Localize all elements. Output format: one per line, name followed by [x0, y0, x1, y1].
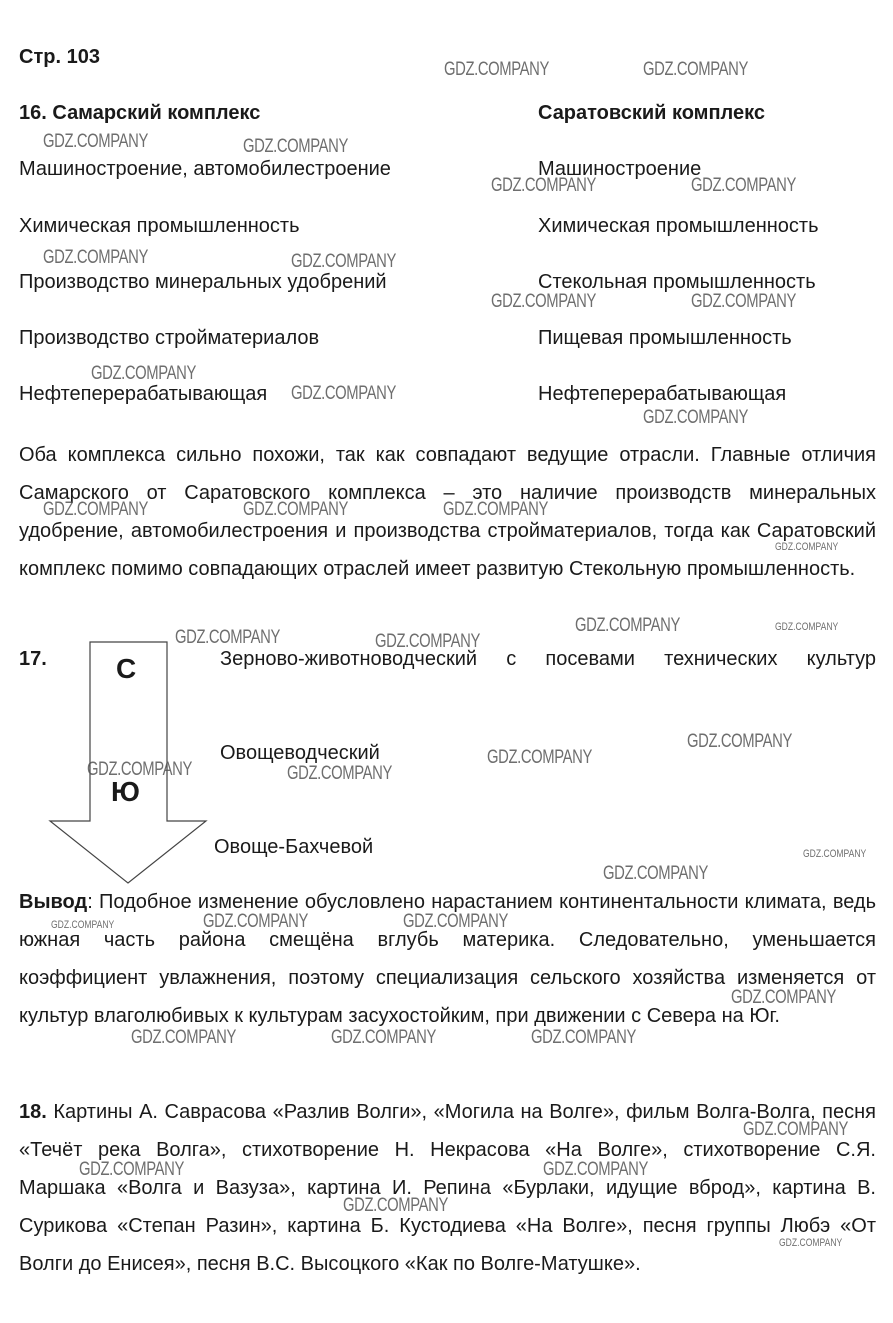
watermark: GDZ.COMPANY: [443, 499, 548, 520]
watermark: GDZ.COMPANY: [531, 1027, 636, 1048]
watermark: GDZ.COMPANY: [543, 1159, 648, 1180]
watermark: GDZ.COMPANY: [775, 541, 839, 553]
saratov-item: Нефтеперерабатывающая: [538, 383, 787, 405]
watermark: GDZ.COMPANY: [491, 291, 596, 312]
watermark: GDZ.COMPANY: [291, 383, 396, 404]
watermark: GDZ.COMPANY: [487, 747, 592, 768]
samara-item: Производство минеральных удобрений: [19, 271, 387, 293]
zone-north: Зерново-животноводческий с посевами технических культур: [220, 648, 876, 670]
watermark: GDZ.COMPANY: [731, 987, 836, 1008]
watermark: GDZ.COMPANY: [203, 911, 308, 932]
samara-item: Производство стройматериалов: [19, 327, 320, 349]
arrow-south-label: Ю: [111, 776, 140, 807]
samara-item: Нефтеперерабатывающая: [19, 383, 268, 405]
task16-conclusion: Оба комплекса сильно похожи, так как совпадают ведущие отрасли. Главные отличия Самарского от Саратовского комплекса – это наличие производств минеральных удобрение, автомобилестроения и производства стройматериалов, тогда как Саратовский комплекс помимо совпадающих отраслей имеет развитую Стекольную промышленность.: [19, 444, 876, 580]
watermark: GDZ.COMPANY: [51, 919, 115, 931]
conclusion-text: : Подобное изменение обусловлено нарастанием континентальности климата, ведь южная часть района смещёна вглубь материка. Следовательно, уменьшается коэффициент увлажнения, поэтому специализация сельского хозяйства изменяется от культур влаголюбивых к культурам засухостойким, при движении с Севера на Юг.: [19, 891, 876, 1027]
watermark: GDZ.COMPANY: [79, 1159, 184, 1180]
samara-title: Самарский комплекс: [52, 102, 261, 124]
zone-middle: Овощеводческий: [220, 742, 380, 764]
watermark: GDZ.COMPANY: [91, 363, 196, 384]
watermark: GDZ.COMPANY: [603, 863, 708, 884]
watermark: GDZ.COMPANY: [43, 131, 148, 152]
watermark: GDZ.COMPANY: [343, 1195, 448, 1216]
task17-conclusion: [19, 883, 876, 1035]
watermark: GDZ.COMPANY: [291, 251, 396, 272]
watermark: GDZ.COMPANY: [243, 499, 348, 520]
watermark: GDZ.COMPANY: [43, 499, 148, 520]
watermark: GDZ.COMPANY: [331, 1027, 436, 1048]
task17-number: 17.: [19, 648, 47, 670]
zone-south: Овоще-Бахчевой: [214, 836, 374, 858]
task18-text: Картины А. Саврасова «Разлив Волги», «Могила на Волге», фильм Волга-Волга, песня «Течёт река Волга», стихотворение Н. Некрасова «На Волге», стихотворение С.Я. Маршака «Волга и Вазуза», картина И. Репина «Бурлаки, идущие вброд», картина В. Сурикова «Степан Разин», картина Б. Кустодиева «На Волге», песня группы Любэ «От Волги до Енисея», песня В.С. Высоцкого «Как по Волге-Матушке».: [19, 1101, 876, 1275]
watermark: GDZ.COMPANY: [691, 175, 796, 196]
saratov-title: Саратовский комплекс: [538, 102, 765, 124]
watermark: GDZ.COMPANY: [743, 1119, 848, 1140]
watermark: GDZ.COMPANY: [375, 631, 480, 652]
arrow-north-label: С: [116, 653, 137, 684]
watermark: GDZ.COMPANY: [691, 291, 796, 312]
page-label: Стр. 103: [19, 46, 100, 68]
task16-number: 16.: [19, 102, 47, 124]
watermark: GDZ.COMPANY: [643, 59, 748, 80]
watermark: GDZ.COMPANY: [403, 911, 508, 932]
watermark: GDZ.COMPANY: [687, 731, 792, 752]
samara-item: Машиностроение, автомобилестроение: [19, 158, 391, 180]
watermark: GDZ.COMPANY: [491, 175, 596, 196]
watermark: GDZ.COMPANY: [243, 136, 348, 157]
samara-item: Химическая промышленность: [19, 215, 300, 237]
watermark: GDZ.COMPANY: [175, 627, 280, 648]
task16-heading: [19, 101, 260, 125]
watermark: GDZ.COMPANY: [287, 763, 392, 784]
watermark: GDZ.COMPANY: [779, 1237, 843, 1249]
task18-number: 18.: [19, 1101, 47, 1123]
watermark: GDZ.COMPANY: [131, 1027, 236, 1048]
watermark: GDZ.COMPANY: [803, 848, 867, 860]
watermark: GDZ.COMPANY: [775, 621, 839, 633]
saratov-item: Машиностроение: [538, 158, 702, 180]
watermark: GDZ.COMPANY: [43, 247, 148, 268]
watermark: GDZ.COMPANY: [444, 59, 549, 80]
conclusion-label: Вывод: [19, 891, 88, 913]
saratov-item: Химическая промышленность: [538, 215, 819, 237]
watermark: GDZ.COMPANY: [575, 615, 680, 636]
saratov-item: Стекольная промышленность: [538, 271, 816, 293]
watermark: GDZ.COMPANY: [643, 407, 748, 428]
saratov-item: Пищевая промышленность: [538, 327, 792, 349]
watermark: GDZ.COMPANY: [87, 759, 192, 780]
